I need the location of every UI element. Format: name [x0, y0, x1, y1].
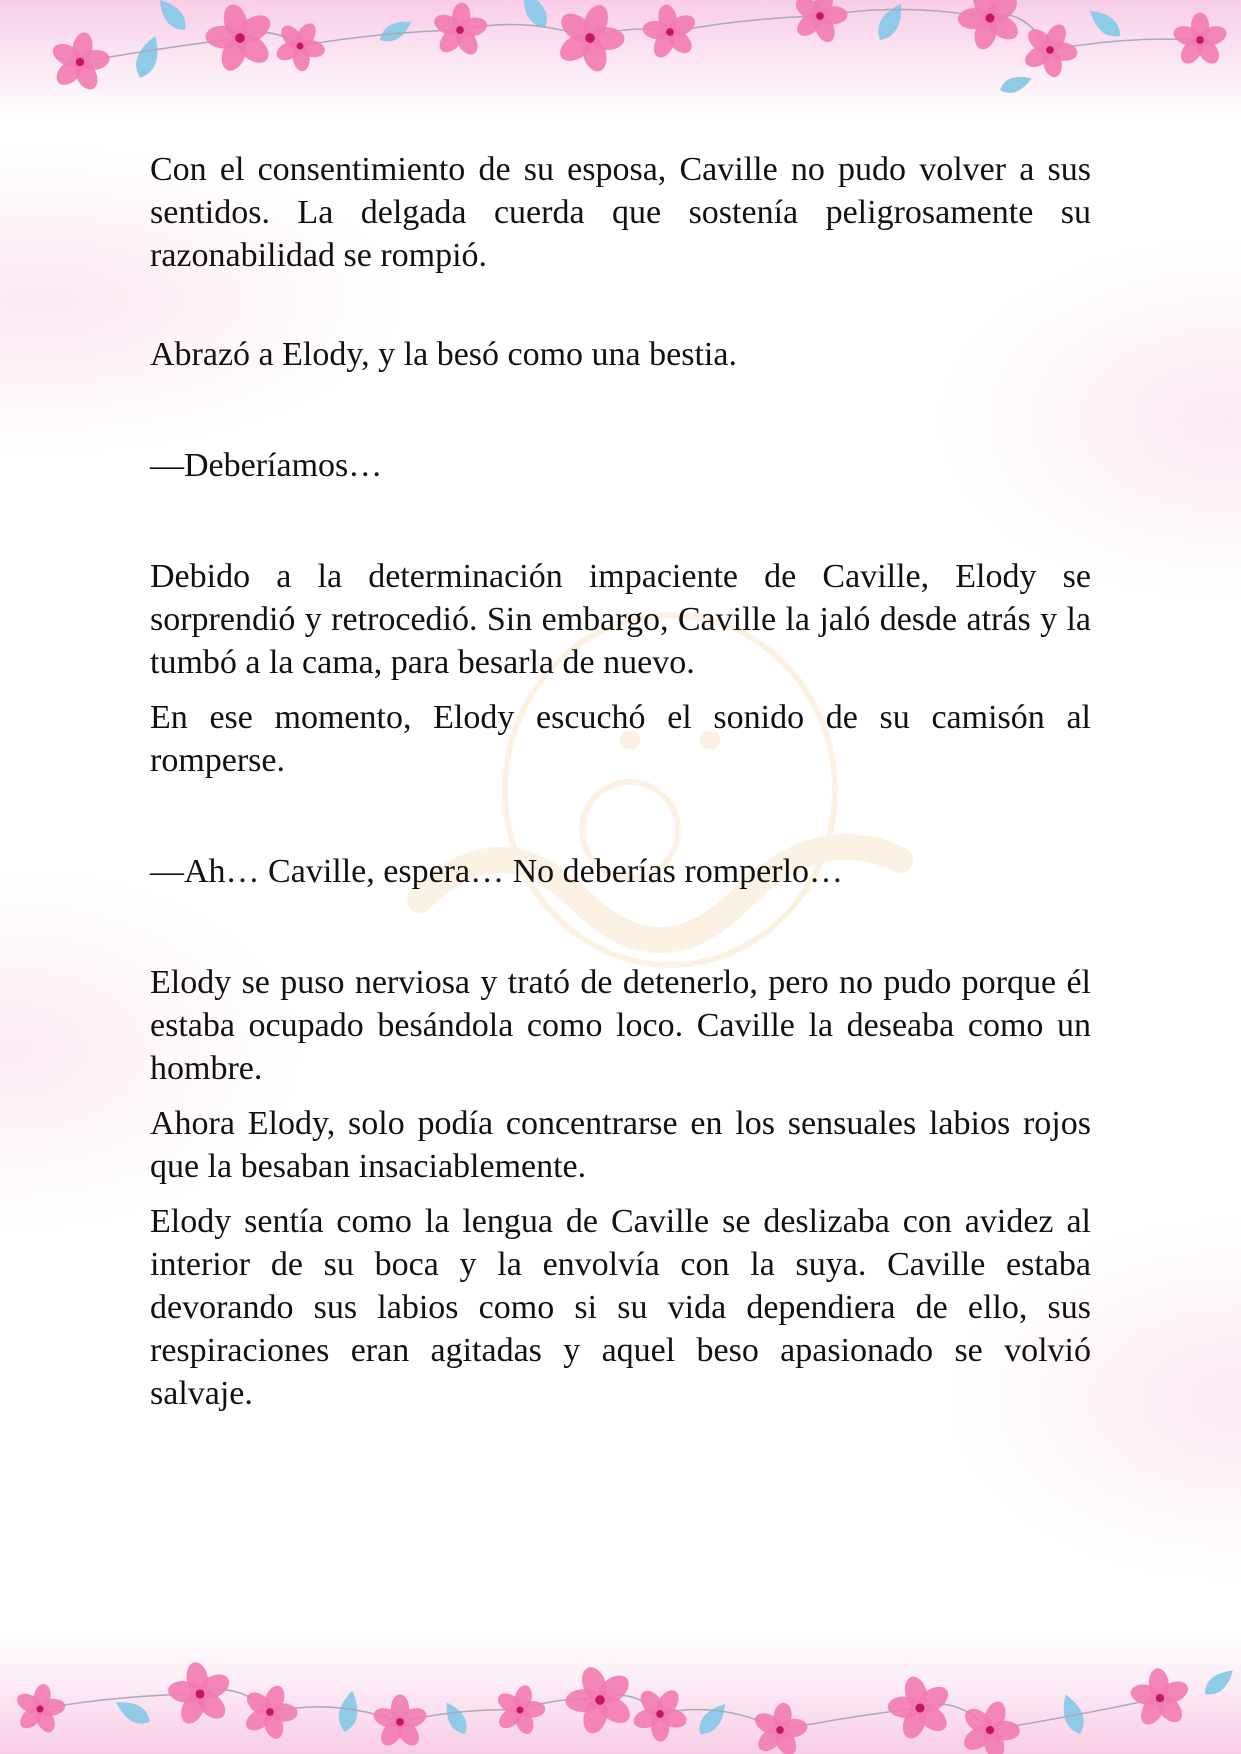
leaf-icon: [1085, 4, 1126, 42]
flower-icon: [233, 1676, 307, 1748]
flower-icon: [9, 1679, 70, 1738]
leaf-icon: [131, 33, 164, 82]
paragraph-2: Abrazó a Elody, y la besó como una bestia.: [150, 336, 737, 373]
floral-border-bottom: [0, 1634, 1241, 1754]
flower-icon: [1171, 12, 1229, 67]
leaf-icon: [694, 1699, 732, 1740]
leaf-icon: [440, 1699, 472, 1738]
leaf-icon: [336, 1689, 361, 1733]
leaf-icon: [998, 72, 1034, 97]
flower-icon: [264, 11, 335, 82]
flower-icon: [637, 0, 704, 64]
leaf-icon: [112, 1695, 154, 1729]
stem-line: [300, 30, 460, 46]
leaf-icon: [872, 0, 909, 44]
paragraph-7: Elody se puso nerviosa y trató de detenerlo, pero no pudo porque él estaba ocupado besándola como loco. Caville la deseaba como un hombre.: [150, 964, 1091, 1087]
paragraph-8: Ahora Elody, solo podía concentrarse en los sensuales labios rojos que la besaban insaciablemente.: [150, 1105, 1091, 1185]
flower-icon: [161, 1656, 239, 1731]
paragraph-6: —Ah… Caville, espera… No deberías romperlo…: [150, 853, 844, 890]
leaf-icon: [153, 0, 191, 35]
floral-border-bottom-art: [0, 1634, 1241, 1754]
flower-icon: [371, 1694, 429, 1749]
flower-icon: [1126, 1665, 1194, 1730]
flower-icon: [950, 1691, 1030, 1754]
paragraph-3: —Deberíamos…: [150, 447, 383, 484]
leaf-icon: [376, 15, 415, 47]
flower-icon: [747, 1698, 814, 1754]
flower-icon: [1012, 13, 1088, 88]
flower-icon: [554, 1655, 646, 1745]
flower-icon: [544, 0, 636, 83]
floral-border-top: [0, 0, 1241, 120]
paragraph-4: Debido a la determinación impaciente de Caville, Elody se sorprendió y retrocedió. Sin embargo, Caville la jaló desde atrás y la tumbó a la cama, para besarla de nuevo.: [150, 558, 1091, 681]
paragraph-1: Con el consentimiento de su esposa, Caville no pudo volver a sus sentidos. La delgada cuerda que sostenía peligrosamente su razonabilidad se rompió.: [150, 151, 1091, 274]
story-text: [150, 148, 1091, 1415]
leaf-icon: [1200, 1665, 1238, 1700]
flower-icon: [879, 1668, 961, 1748]
floral-border-top-art: [0, 0, 1241, 120]
paragraph-5: En ese momento, Elody escuchó el sonido de su camisón al romperse.: [150, 699, 1091, 779]
flower-icon: [196, 0, 284, 81]
flower-icon: [44, 27, 116, 97]
flower-icon: [620, 1675, 699, 1754]
paragraph-9: Elody sentía como la lengua de Caville se deslizaba con avidez al interior de su boca y la envolvía con la suya. Caville estaba devorando sus labios como si su vida dependiera de ello, sus respiraciones eran agitadas y aquel beso apasionado se volvió salvaje.: [150, 1203, 1091, 1412]
flower-icon: [785, 0, 855, 50]
leaf-icon: [1057, 1691, 1088, 1737]
flower-icon: [947, 0, 1033, 60]
